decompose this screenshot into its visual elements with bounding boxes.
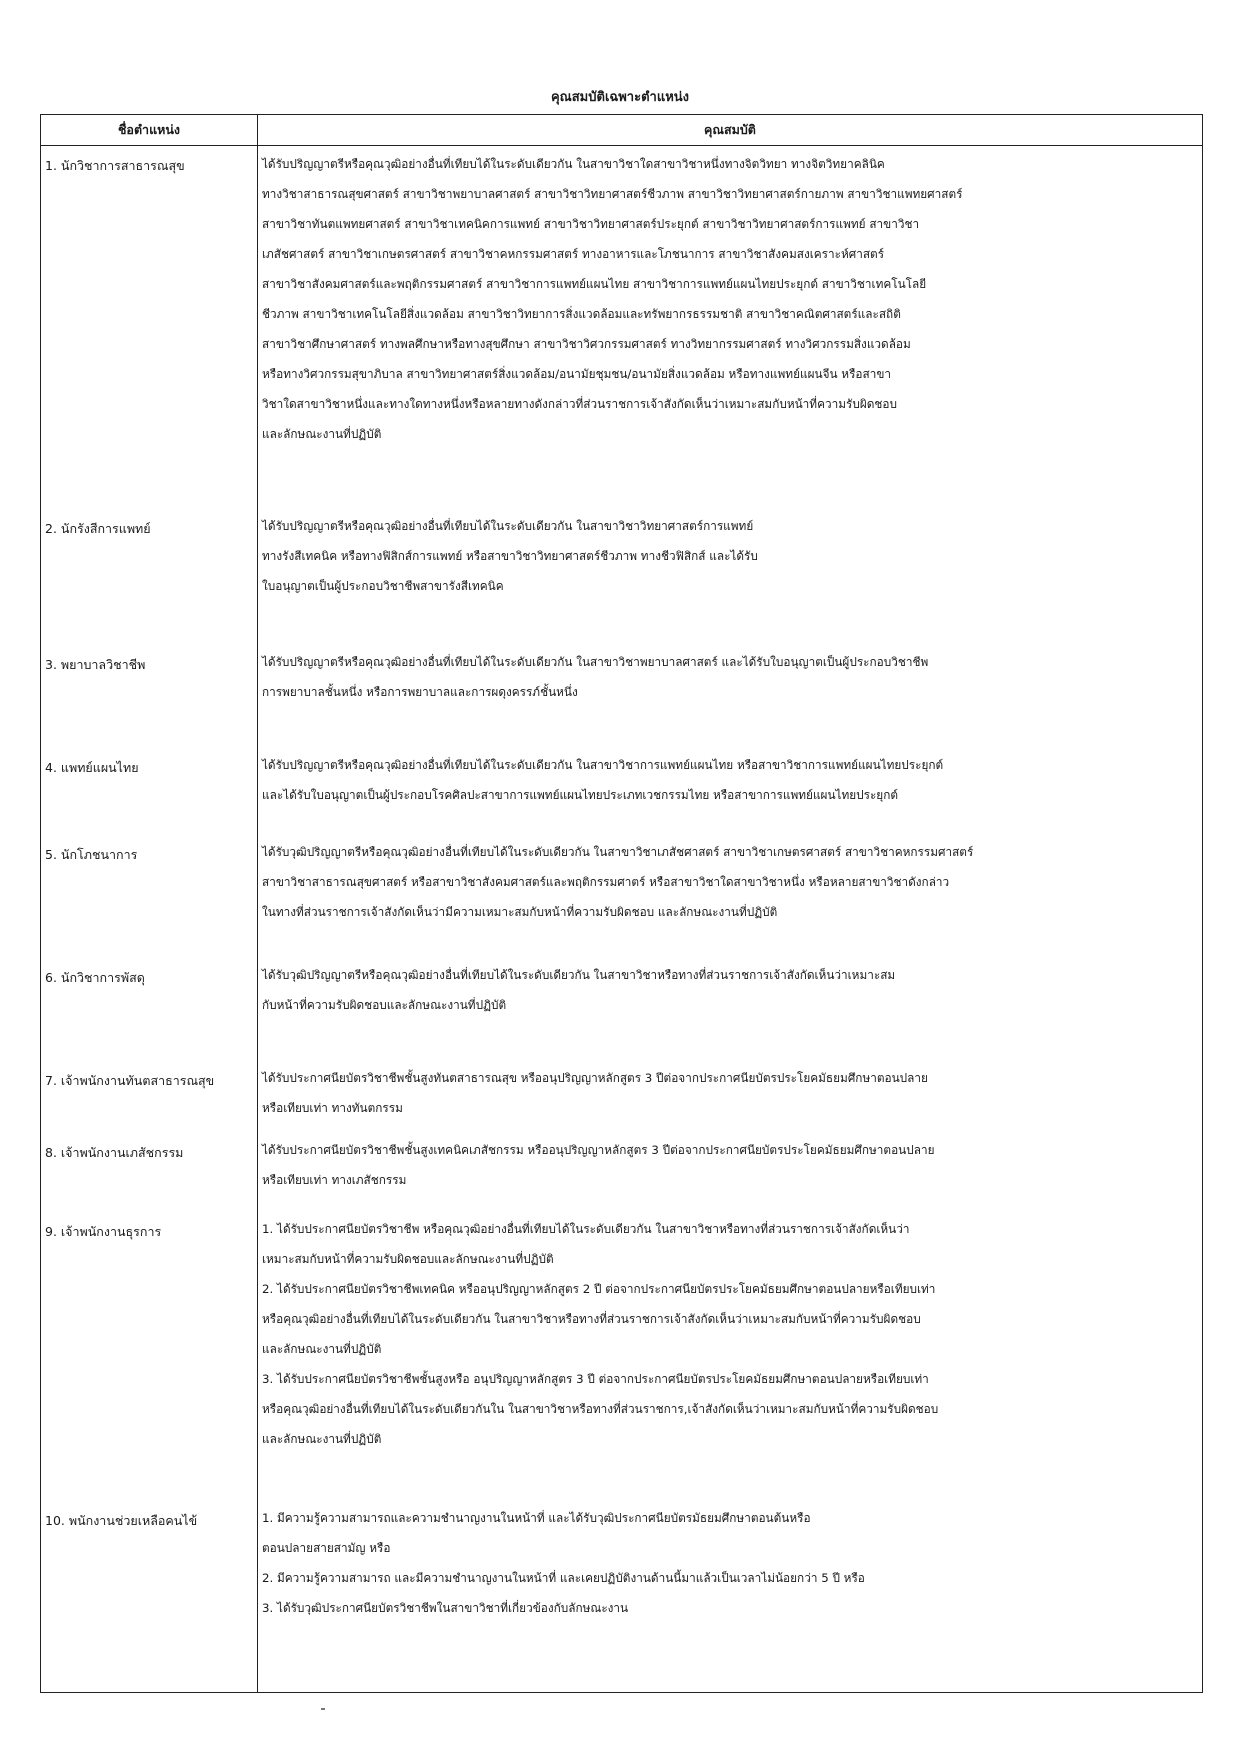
position-name: 4. แพทย์แผนไทย	[45, 760, 139, 775]
qualification-line: ทางรังสีเทคนิค หรือทางฟิสิกส์การแพทย์ หรือสาขาวิชาวิทยาศาสตร์ชีวภาพ ทางชีวฟิสิกส์ และได้รับ	[262, 549, 758, 563]
qualification-line: 3. ได้รับวุฒิประกาศนียบัตรวิชาชีพในสาขาวิชาที่เกี่ยวข้องกับลักษณะงาน	[262, 1601, 629, 1615]
qualification-text	[262, 960, 1192, 1020]
qualification-line: และลักษณะงานที่ปฏิบัติ	[262, 427, 382, 441]
qualification-line: กับหน้าที่ความรับผิดชอบและลักษณะงานที่ปฏิบัติ	[262, 998, 507, 1012]
qualification-line: ในทางที่ส่วนราชการเจ้าสังกัดเห็นว่ามีความเหมาะสมกับหน้าที่ความรับผิดชอบ และลักษณะงานที่ปฏิบัติ	[262, 905, 778, 919]
qualification-line: หรือคุณวุฒิอย่างอื่นที่เทียบได้ในระดับเดียวกันใน ในสาขาวิชาหรือทางที่ส่วนราชการ,เจ้าสังกัดเห็นว่าเหมาะสมกับหน้าที่ความรับผิดชอบ	[262, 1402, 939, 1416]
qualification-line: หรือเทียบเท่า ทางทันตกรรม	[262, 1101, 403, 1115]
qualification-line: ได้รับปริญญาตรีหรือคุณวุฒิอย่างอื่นที่เทียบได้ในระดับเดียวกัน ในสาขาวิชาใดสาขาวิชาหนึ่งทางจิตวิทยา ทางจิตวิทยาคลินิค	[262, 157, 885, 171]
header-qualification: คุณสมบัติ	[704, 122, 756, 137]
position-name: 1. นักวิชาการสาธารณสุข	[45, 158, 185, 173]
qualification-line: ได้รับวุฒิปริญญาตรีหรือคุณวุฒิอย่างอื่นที่เทียบได้ในระดับเดียวกัน ในสาขาวิชาเภสัชศาสตร์ สาขาวิชาเกษตรศาสตร์ สาขาวิชาคหกรรมศาสตร์	[262, 845, 974, 859]
qualification-line: เภสัชศาสตร์ สาขาวิชาเกษตรศาสตร์ สาขาวิชาคหกรรมศาสตร์ ทางอาหารและโภชนาการ สาขาวิชาสังคมสงเคราะห์ศาสตร์	[262, 247, 885, 261]
scan-speck	[321, 1708, 325, 1710]
qualification-line: 2. ได้รับประกาศนียบัตรวิชาชีพเทคนิค หรืออนุปริญญาหลักสูตร 2 ปี ต่อจากประกาศนียบัตรประโยคมัธยมศึกษาตอนปลายหรือเทียบเท่า	[262, 1282, 936, 1296]
qualification-line: ได้รับปริญญาตรีหรือคุณวุฒิอย่างอื่นที่เทียบได้ในระดับเดียวกัน ในสาขาวิชาการแพทย์แผนไทย หรือสาขาวิชาการแพทย์แผนไทยประยุกต์	[262, 758, 944, 772]
qualification-line: การพยาบาลชั้นหนึ่ง หรือการพยาบาลและการผดุงครรภ์ชั้นหนึ่ง	[262, 685, 578, 699]
qualification-line: ทางวิชาสาธารณสุขศาสตร์ สาขาวิชาพยาบาลศาสตร์ สาขาวิชาวิทยาศาสตร์ชีวภาพ สาขาวิชาวิทยาศาสตร์กายภาพ สาขาวิชาแพทยศาสตร์	[262, 187, 963, 201]
qualification-line: 2. มีความรู้ความสามารถ และมีความชำนาญงานในหน้าที่ และเคยปฏิบัติงานด้านนี้มาแล้วเป็นเวลาไม่น้อยกว่า 5 ปี หรือ	[262, 1571, 865, 1585]
qualification-line: สาขาวิชาศึกษาศาสตร์ ทางพลศึกษาหรือทางสุขศึกษา สาขาวิชาวิศวกรรมศาสตร์ ทางวิทยากรรมศาสตร์ ทางวิศวกรรมสิ่งแวดล้อม	[262, 337, 911, 351]
table-body	[41, 146, 1202, 1692]
qualification-text	[262, 750, 1192, 810]
qualification-line: ใบอนุญาตเป็นผู้ประกอบวิชาชีพสาขารังสีเทคนิค	[262, 579, 504, 593]
qualification-text	[262, 647, 1192, 707]
qualification-line: และลักษณะงานที่ปฏิบัติ	[262, 1432, 382, 1446]
qualification-line: 1. ได้รับประกาศนียบัตรวิชาชีพ หรือคุณวุฒิอย่างอื่นที่เทียบได้ในระดับเดียวกัน ในสาขาวิชาหรือทางที่ส่วนราชการเจ้าสังกัดเห็นว่า	[262, 1222, 910, 1236]
position-name: 10. พนักงานช่วยเหลือคนไข้	[45, 1513, 198, 1528]
header-position: ชื่อตำแหน่ง	[41, 115, 258, 145]
qualification-line: เหมาะสมกับหน้าที่ความรับผิดชอบและลักษณะงานที่ปฏิบัติ	[262, 1252, 554, 1266]
qualification-line: หรือเทียบเท่า ทางเภสัชกรรม	[262, 1173, 407, 1187]
table-header-row	[41, 115, 1202, 146]
position-name: 3. พยาบาลวิชาชีพ	[45, 657, 146, 672]
qualification-line: หรือคุณวุฒิอย่างอื่นที่เทียบได้ในระดับเดียวกัน ในสาขาวิชาหรือทางที่ส่วนราชการเจ้าสังกัดเห็นว่าเหมาะสมกับหน้าที่ความรับผิดชอบ	[262, 1312, 921, 1326]
qualification-line: สาขาวิชาสาธารณสุขศาสตร์ หรือสาขาวิชาสังคมศาสตร์และพฤติกรรมศาตร์ หรือสาขาวิชาใดสาขาวิชาหนึ่ง หรือหลายสาขาวิชาดังกล่าว	[262, 875, 950, 889]
qualification-line: ได้รับประกาศนียบัตรวิชาชีพชั้นสูงเทคนิคเภสัชกรรม หรืออนุปริญญาหลักสูตร 3 ปีต่อจากประกาศนียบัตรประโยคมัธยมศึกษาตอนปลาย	[262, 1143, 935, 1157]
position-name: 5. นักโภชนาการ	[45, 847, 138, 862]
qualification-line: และลักษณะงานที่ปฏิบัติ	[262, 1342, 382, 1356]
position-name: 2. นักรังสีการแพทย์	[45, 521, 151, 536]
position-name: 9. เจ้าพนักงานธุรการ	[45, 1224, 162, 1239]
qualification-line: วิชาใดสาขาวิชาหนึ่งและทางใดทางหนึ่งหรือหลายทางดังกล่าวที่ส่วนราชการเจ้าสังกัดเห็นว่าเหมาะสมกับหน้าที่ความรับผิดชอบ	[262, 397, 897, 411]
position-name: 8. เจ้าพนักงานเภสัชกรรม	[45, 1145, 184, 1160]
qualification-line: สาขาวิชาสังคมศาสตร์และพฤติกรรมศาสตร์ สาขาวิชาการแพทย์แผนไทย สาขาวิชาการแพทย์แผนไทยประยุกต์ สาขาวิชาเทคโนโลยี	[262, 277, 927, 291]
qualification-text	[262, 1063, 1192, 1123]
position-name: 6. นักวิชาการพัสดุ	[45, 970, 145, 985]
page-title: คุณสมบัติเฉพาะตำแหน่ง	[550, 90, 690, 105]
qualification-line: 1. มีความรู้ความสามารถและความชำนาญงานในหน้าที่ และได้รับวุฒิประกาศนียบัตรมัธยมศึกษาตอนต้นหรือ	[262, 1511, 811, 1525]
qualification-line: ได้รับประกาศนียบัตรวิชาชีพชั้นสูงทันตสาธารณสุข หรืออนุปริญญาหลักสูตร 3 ปีต่อจากประกาศนียบัตรประโยคมัธยมศึกษาตอนปลาย	[262, 1071, 928, 1085]
qualification-text	[262, 837, 1192, 927]
column-divider	[257, 146, 258, 1692]
qualification-line: และได้รับใบอนุญาตเป็นผู้ประกอบโรคศิลปะสาขาการแพทย์แผนไทยประเภทเวชกรรมไทย หรือสาขาการแพทย์แผนไทยประยุกต์	[262, 788, 899, 802]
qualification-line: สาขาวิชาทันตแพทยศาสตร์ สาขาวิชาเทคนิคการแพทย์ สาขาวิชาวิทยาศาสตร์ประยุกต์ สาขาวิชาวิทยาศาสตร์การแพทย์ สาขาวิชา	[262, 217, 920, 231]
qualification-text	[262, 149, 1192, 449]
position-name: 7. เจ้าพนักงานทันตสาธารณสุข	[45, 1073, 215, 1088]
qualification-text	[262, 511, 1192, 601]
qualification-line: 3. ได้รับประกาศนียบัตรวิชาชีพชั้นสูงหรือ อนุปริญญาหลักสูตร 3 ปี ต่อจากประกาศนียบัตรประโยคมัธยมศึกษาตอนปลายหรือเทียบเท่า	[262, 1372, 929, 1386]
qualification-line: ได้รับปริญญาตรีหรือคุณวุฒิอย่างอื่นที่เทียบได้ในระดับเดียวกัน ในสาขาวิชาพยาบาลศาสตร์ และได้รับใบอนุญาตเป็นผู้ประกอบวิชาชีพ	[262, 655, 929, 669]
qualification-line: ได้รับวุฒิปริญญาตรีหรือคุณวุฒิอย่างอื่นที่เทียบได้ในระดับเดียวกัน ในสาขาวิชาหรือทางที่ส่วนราชการเจ้าสังกัดเห็นว่าเหมาะสม	[262, 968, 896, 982]
qualification-line: หรือทางวิศวกรรมสุขาภิบาล สาขาวิทยาศาสตร์สิ่งแวดล้อม/อนามัยชุมชน/อนามัยสิ่งแวดล้อม หรือทางแพทย์แผนจีน หรือสาขา	[262, 367, 892, 381]
qualification-table	[40, 114, 1203, 1693]
qualification-text	[262, 1214, 1192, 1454]
qualification-text	[262, 1503, 1192, 1623]
qualification-line: ได้รับปริญญาตรีหรือคุณวุฒิอย่างอื่นที่เทียบได้ในระดับเดียวกัน ในสาขาวิชาวิทยาศาสตร์การแพทย์	[262, 519, 754, 533]
qualification-line: ชีวภาพ สาขาวิชาเทคโนโลยีสิ่งแวดล้อม สาขาวิชาวิทยาการสิ่งแวดล้อมและทรัพยากรธรรมชาติ สาขาวิชาคณิตศาสตร์และสถิติ	[262, 307, 901, 321]
qualification-text	[262, 1135, 1192, 1195]
qualification-line: ตอนปลายสายสามัญ หรือ	[262, 1541, 391, 1555]
